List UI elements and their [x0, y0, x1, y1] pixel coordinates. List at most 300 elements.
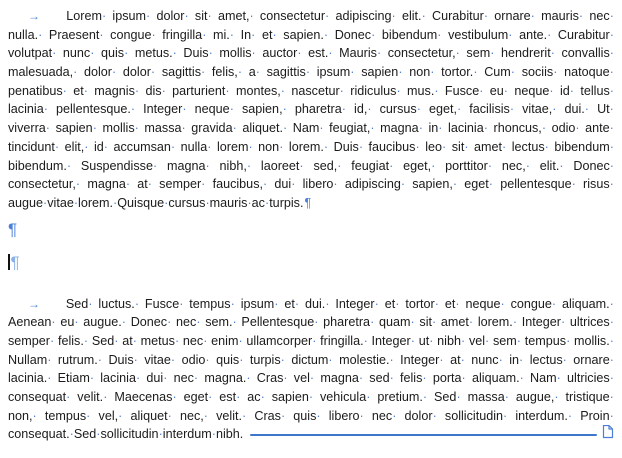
word: quis· [216, 352, 244, 367]
space-mark-icon: · [566, 333, 571, 348]
space-mark-icon: · [43, 195, 48, 210]
word: neque· [465, 296, 505, 311]
word: sapien· [361, 65, 403, 80]
word: interdum.· [515, 408, 573, 423]
word: in· [428, 121, 443, 136]
space-mark-icon: · [291, 177, 296, 192]
word: sem· [493, 333, 521, 348]
space-mark-icon: · [251, 27, 256, 42]
word: ac· [247, 390, 265, 404]
space-mark-icon: · [272, 27, 277, 42]
word: congue· [510, 296, 557, 311]
space-mark-icon: · [43, 102, 48, 117]
space-mark-icon: · [371, 27, 376, 42]
space-mark-icon: · [101, 9, 107, 23]
space-mark-icon: · [134, 296, 140, 311]
word: sit· [451, 139, 469, 154]
space-mark-icon: · [312, 333, 317, 348]
space-mark-icon: · [374, 296, 379, 311]
space-mark-icon: · [135, 371, 141, 386]
space-mark-icon: · [341, 102, 346, 117]
space-mark-icon: · [112, 65, 117, 80]
word: lacinia.· [8, 371, 52, 386]
space-mark-icon: · [246, 158, 252, 173]
space-mark-icon: · [389, 371, 394, 386]
word: tortor· [405, 296, 439, 311]
space-mark-icon: · [249, 9, 254, 23]
text-line [8, 425, 614, 444]
space-mark-icon: · [609, 9, 614, 23]
word: tempus· [189, 296, 235, 311]
word: sapien.· [283, 27, 329, 42]
space-mark-icon: · [519, 352, 524, 367]
word: id· [559, 83, 574, 98]
space-mark-icon: · [309, 371, 315, 386]
word: sed· [369, 371, 394, 386]
word: ut· [418, 333, 434, 348]
space-mark-icon: · [519, 371, 524, 386]
word: est.· [308, 46, 333, 61]
space-mark-icon: · [297, 46, 302, 61]
space-mark-icon: · [396, 83, 401, 98]
word: Integer· [371, 333, 415, 348]
space-mark-icon: · [562, 352, 567, 367]
space-mark-icon: · [434, 83, 439, 98]
word: sapien,· [241, 102, 287, 117]
space-mark-icon: · [392, 408, 397, 423]
word: neque· [194, 102, 234, 117]
space-mark-icon: · [51, 315, 56, 330]
word: eget,· [403, 158, 436, 173]
space-mark-icon: · [88, 296, 93, 311]
text-line [8, 100, 614, 119]
space-mark-icon: · [47, 352, 52, 367]
space-mark-icon: · [260, 390, 265, 404]
word: nunc· [62, 46, 95, 61]
word: lorem.· [477, 315, 518, 330]
space-mark-icon: · [147, 177, 152, 192]
word: sem· [466, 46, 495, 61]
space-mark-icon: · [262, 177, 268, 192]
space-mark-icon: · [560, 315, 566, 330]
space-mark-icon: · [205, 195, 210, 210]
space-mark-icon: · [367, 102, 372, 117]
space-mark-icon: · [232, 315, 237, 330]
word: vestibulum· [448, 27, 513, 42]
word: dui· [146, 371, 168, 386]
word: parturient· [172, 83, 230, 98]
space-mark-icon: · [158, 427, 163, 442]
space-mark-icon: · [547, 27, 552, 42]
text-line [8, 369, 614, 388]
space-mark-icon: · [366, 390, 371, 404]
space-mark-icon: · [280, 352, 285, 367]
word: quis· [100, 46, 129, 61]
space-mark-icon: · [279, 139, 284, 154]
word: Mauris· [339, 46, 382, 61]
space-mark-icon: · [509, 102, 515, 117]
word: dui· [274, 177, 296, 192]
space-mark-icon: · [146, 9, 151, 23]
space-mark-icon: · [325, 9, 330, 23]
word: sapien,· [412, 177, 458, 192]
word: mollis.· [574, 333, 614, 348]
space-mark-icon: · [103, 139, 108, 154]
word: at· [450, 352, 465, 367]
word: eget· [183, 390, 213, 404]
text-line [8, 138, 614, 157]
space-mark-icon: · [50, 333, 55, 348]
space-mark-icon: · [434, 296, 439, 311]
word: mauris· [209, 195, 252, 210]
space-mark-icon: · [609, 333, 614, 348]
page-break-icon [602, 425, 614, 444]
space-mark-icon: · [431, 158, 436, 173]
word: consequat· [8, 390, 71, 404]
word: pretium.· [377, 390, 428, 404]
space-mark-icon: · [456, 390, 461, 404]
space-mark-icon: · [229, 102, 234, 117]
space-mark-icon: · [196, 315, 201, 330]
word: nec,· [179, 408, 208, 423]
space-mark-icon: · [421, 9, 426, 23]
word: tortor.· [441, 65, 478, 80]
word: et· [261, 27, 277, 42]
word: turpis· [249, 352, 285, 367]
word: dolor· [84, 65, 117, 80]
space-mark-icon: · [455, 296, 460, 311]
space-mark-icon: · [73, 65, 78, 80]
word: sagittis· [266, 65, 311, 80]
space-mark-icon: · [184, 9, 189, 23]
word: faucibus,· [212, 177, 268, 192]
space-mark-icon: · [553, 65, 558, 80]
space-mark-icon: · [418, 121, 423, 136]
word: facilisis· [469, 102, 515, 117]
word: malesuada,· [8, 65, 78, 80]
space-mark-icon: · [66, 390, 71, 404]
space-mark-icon: · [282, 102, 287, 117]
word: risus· [583, 177, 614, 192]
word: non· [258, 139, 284, 154]
word: massa· [467, 390, 509, 404]
space-mark-icon: · [124, 46, 129, 61]
space-mark-icon: · [503, 83, 508, 98]
word: lacinia· [448, 121, 488, 136]
space-mark-icon: · [376, 46, 382, 61]
space-mark-icon: · [316, 408, 321, 423]
space-mark-icon: · [133, 352, 138, 367]
space-mark-icon: · [609, 139, 614, 154]
word: amet· [474, 139, 507, 154]
word: turpis. [269, 195, 304, 210]
word: fringilla· [162, 27, 207, 42]
space-mark-icon: · [299, 158, 304, 173]
space-mark-icon: · [83, 333, 89, 348]
word: Donec· [130, 315, 172, 330]
space-mark-icon: · [205, 352, 210, 367]
word: mollis· [102, 121, 139, 136]
space-mark-icon: · [96, 427, 101, 442]
space-mark-icon: · [584, 102, 589, 117]
word: Pellentesque· [241, 315, 319, 330]
space-mark-icon: · [130, 102, 136, 117]
word: fringilla.· [320, 333, 368, 348]
space-mark-icon: · [47, 371, 52, 386]
space-mark-icon: · [174, 333, 180, 348]
space-mark-icon: · [308, 390, 314, 404]
space-mark-icon: · [437, 27, 442, 42]
word: pellentesque.· [55, 102, 136, 117]
word: dui.· [305, 296, 330, 311]
word: lacinia· [8, 102, 48, 117]
space-mark-icon: · [38, 27, 43, 42]
word: mi.· [213, 27, 234, 42]
word: Fusce· [444, 83, 484, 98]
space-mark-icon: · [389, 352, 394, 367]
word: Maecenas· [114, 390, 177, 404]
space-mark-icon: · [237, 65, 243, 80]
word: In· [240, 27, 256, 42]
word: Duis· [333, 139, 364, 154]
word: magna· [167, 158, 210, 173]
space-mark-icon: · [339, 83, 344, 98]
paragraph-mark-icon: ¶ [8, 219, 18, 239]
space-mark-icon: · [432, 408, 437, 423]
word: amet,· [217, 9, 254, 23]
space-mark-icon: · [569, 83, 574, 98]
word: tellus· [580, 83, 614, 98]
space-mark-icon: · [203, 408, 208, 423]
space-mark-icon: · [439, 352, 444, 367]
space-mark-icon: · [544, 139, 549, 154]
space-mark-icon: · [323, 139, 329, 154]
space-mark-icon: · [54, 139, 60, 154]
word: nec· [173, 371, 199, 386]
word: vehicula· [320, 390, 371, 404]
space-mark-icon: · [83, 83, 88, 98]
space-mark-icon: · [512, 315, 518, 330]
space-mark-icon: · [609, 296, 614, 311]
space-mark-icon: · [294, 296, 300, 311]
space-mark-icon: · [502, 139, 507, 154]
word: ipsum· [112, 9, 151, 23]
space-mark-icon: · [134, 121, 139, 136]
space-mark-icon: · [464, 139, 469, 154]
space-mark-icon: · [52, 46, 57, 61]
word: Praesent· [48, 27, 104, 42]
space-mark-icon: · [201, 177, 206, 192]
space-mark-icon: · [422, 390, 428, 404]
space-mark-icon: · [73, 195, 79, 210]
word: pharetra· [323, 315, 375, 330]
space-mark-icon: · [410, 333, 415, 348]
space-mark-icon: · [398, 65, 403, 80]
space-mark-icon: · [525, 158, 530, 173]
space-mark-icon: · [395, 296, 400, 311]
space-mark-icon: · [225, 83, 230, 98]
space-mark-icon: · [609, 390, 614, 404]
word: magna· [380, 121, 423, 136]
word: est· [219, 390, 241, 404]
text-line [8, 82, 614, 101]
space-mark-icon: · [66, 158, 72, 173]
space-mark-icon: · [530, 9, 535, 23]
text-line [8, 351, 614, 370]
space-mark-icon: · [549, 83, 554, 98]
space-mark-icon: · [167, 408, 172, 423]
space-mark-icon: · [203, 333, 208, 348]
word: dolor· [404, 408, 437, 423]
word: Cum· [484, 65, 515, 80]
space-mark-icon: · [92, 121, 97, 136]
paragraph-mark-icon: ¶ [10, 252, 20, 272]
space-mark-icon: · [430, 65, 435, 80]
word: eget· [464, 177, 493, 192]
space-mark-icon: · [575, 121, 580, 136]
page-break-rule [250, 434, 597, 436]
word: sapien· [55, 121, 97, 136]
space-mark-icon: · [164, 195, 169, 210]
space-mark-icon: · [62, 83, 67, 98]
space-mark-icon: · [179, 296, 184, 311]
space-mark-icon: · [255, 65, 260, 80]
word: felis.· [57, 333, 89, 348]
space-mark-icon: · [323, 27, 329, 42]
space-mark-icon: · [121, 315, 126, 330]
word: porttitor· [445, 158, 493, 173]
text-line [8, 44, 614, 63]
space-mark-icon: · [205, 158, 210, 173]
word: vel· [468, 333, 490, 348]
word: nibh. [215, 427, 244, 442]
word: vel· [293, 371, 315, 386]
space-mark-icon: · [609, 371, 614, 386]
word: rutrum.· [57, 352, 102, 367]
word: ante· [585, 121, 614, 136]
word: mauris· [541, 9, 584, 23]
word: luctus.· [98, 296, 140, 311]
word: nulla· [180, 139, 212, 154]
word: libero· [302, 177, 338, 192]
space-mark-icon: · [370, 315, 375, 330]
word: bibendum· [554, 139, 614, 154]
space-mark-icon: · [238, 333, 243, 348]
word: Duis· [183, 46, 213, 61]
space-mark-icon: · [328, 46, 333, 61]
space-mark-icon: · [167, 315, 172, 330]
word: volutpat· [8, 46, 57, 61]
space-mark-icon: · [551, 296, 557, 311]
space-mark-icon: · [283, 371, 288, 386]
space-mark-icon: · [118, 408, 123, 423]
word: vitae· [144, 352, 176, 367]
word: congue· [110, 27, 156, 42]
space-mark-icon: · [422, 371, 427, 386]
space-mark-icon: · [236, 390, 241, 404]
word: magna· [87, 177, 131, 192]
space-mark-icon: · [510, 65, 515, 80]
word: ipsum· [316, 65, 355, 80]
word: ac· [251, 195, 270, 210]
text-line [8, 332, 614, 351]
word: faucibus· [368, 139, 420, 154]
space-mark-icon: · [358, 371, 364, 386]
word: magnis· [94, 83, 140, 98]
word: ornare· [573, 352, 614, 367]
word: ridiculus· [350, 83, 401, 98]
word: id,· [354, 102, 372, 117]
word: amet· [440, 315, 474, 330]
space-mark-icon: · [559, 158, 564, 173]
space-mark-icon: · [452, 177, 458, 192]
word: Quisque· [117, 195, 169, 210]
space-mark-icon: · [415, 139, 420, 154]
word: nec,· [501, 158, 530, 173]
space-mark-icon: · [251, 46, 256, 61]
body-paragraph [8, 7, 614, 213]
space-mark-icon: · [150, 65, 156, 80]
word: ultricies· [567, 371, 614, 386]
space-mark-icon: · [609, 27, 614, 42]
word: et· [384, 296, 400, 311]
word: tincidunt· [8, 139, 60, 154]
space-mark-icon: · [609, 121, 614, 136]
space-mark-icon: · [571, 177, 576, 192]
word: sem.· [205, 315, 237, 330]
word: massa· [144, 121, 186, 136]
space-mark-icon: · [172, 390, 177, 404]
word: Sed· [65, 296, 93, 311]
space-mark-icon: · [556, 371, 561, 386]
word: eu· [60, 315, 79, 330]
space-mark-icon: · [207, 9, 212, 23]
space-mark-icon: · [389, 158, 394, 173]
word: Fusce· [144, 296, 184, 311]
word: nascetur· [291, 83, 344, 98]
word: viverra· [8, 121, 50, 136]
word: lectus· [529, 352, 567, 367]
word: aliquet.· [242, 121, 288, 136]
word: elit,· [64, 139, 89, 154]
word: natoque· [564, 65, 614, 80]
word: pellentesque· [500, 177, 576, 192]
word: Curabitur· [557, 27, 614, 42]
space-mark-icon: · [89, 371, 95, 386]
word: auctor· [262, 46, 302, 61]
space-mark-icon: · [487, 158, 493, 173]
word: quis· [293, 408, 321, 423]
space-mark-icon: · [229, 27, 234, 42]
word: lorem.· [288, 139, 329, 154]
word: Suspendisse· [80, 158, 158, 173]
word: eget,· [428, 102, 462, 117]
space-mark-icon: · [461, 371, 466, 386]
word: sollicitudin· [100, 427, 163, 442]
space-mark-icon: · [202, 27, 207, 42]
space-mark-icon: · [432, 315, 437, 330]
space-mark-icon: · [305, 65, 311, 80]
space-mark-icon: · [516, 333, 521, 348]
word: Ut· [597, 102, 614, 117]
space-mark-icon: · [578, 9, 584, 23]
word: interdum· [162, 427, 216, 442]
space-mark-icon: · [264, 195, 270, 210]
word: cursus· [379, 102, 421, 117]
space-mark-icon: · [134, 83, 140, 98]
word: ullamcorper· [246, 333, 317, 348]
word: Etiam· [57, 371, 95, 386]
